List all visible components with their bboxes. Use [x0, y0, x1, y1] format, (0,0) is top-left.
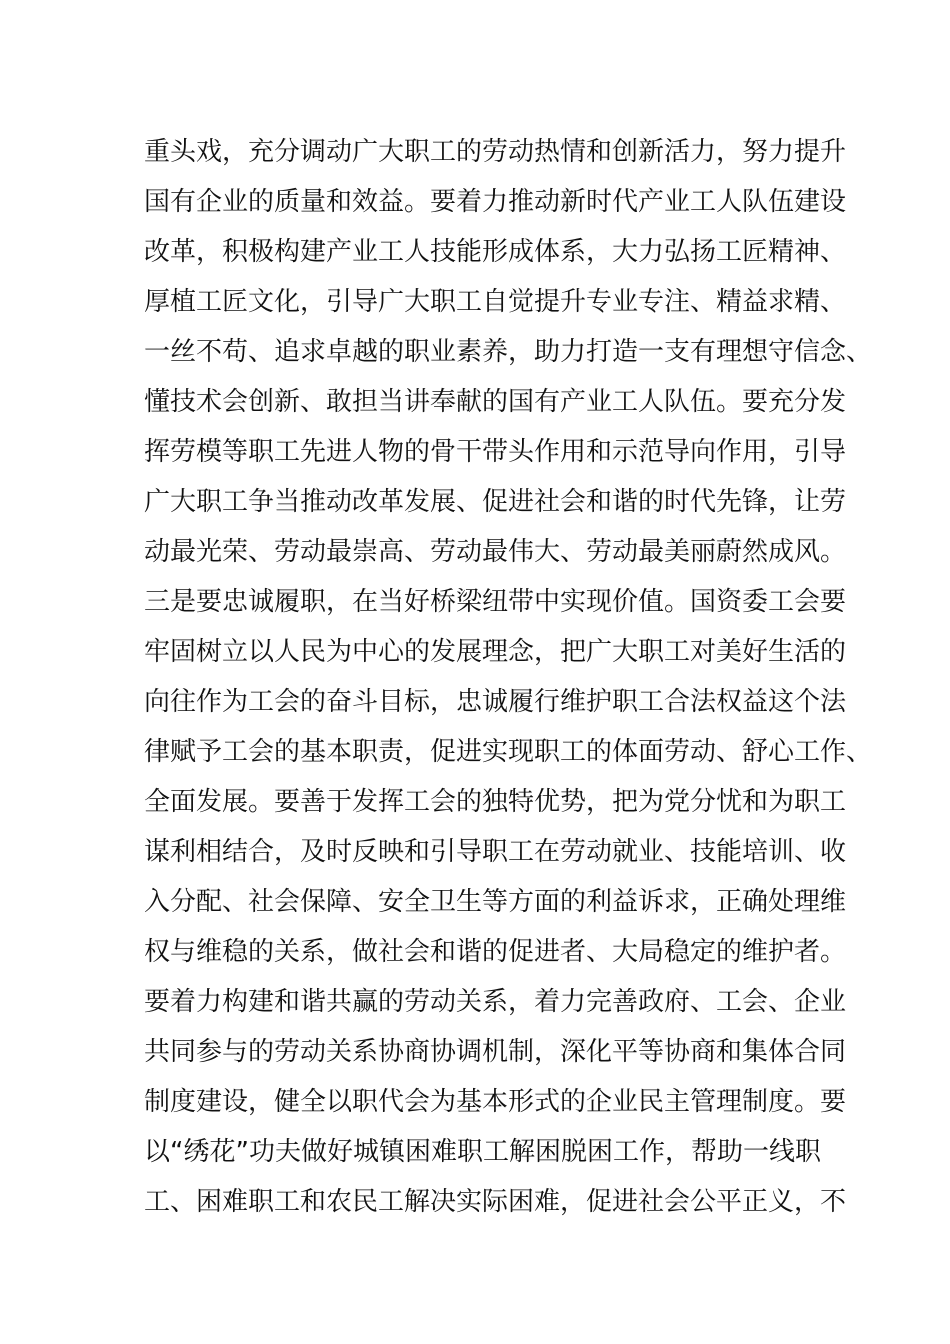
text-line: 工、困难职工和农民工解决实际困难，促进社会公平正义，不: [144, 1187, 847, 1217]
text-line: 以“绣花”功夫做好城镇困难职工解困脱困工作，帮助一线职: [144, 1137, 821, 1167]
text-line: 国有企业的质量和效益。要着力推动新时代产业工人队伍建设: [144, 187, 847, 217]
text-line: 动最光荣、劳动最崇高、劳动最伟大、劳动最美丽蔚然成风。: [144, 537, 847, 567]
text-line: 厚植工匠文化，引导广大职工自觉提升专业专注、精益求精、: [144, 287, 847, 317]
text-line: 向往作为工会的奋斗目标，忠诚履行维护职工合法权益这个法: [144, 687, 847, 717]
text-line: 懂技术会创新、敢担当讲奉献的国有产业工人队伍。要充分发: [144, 387, 847, 417]
text-line: 全面发展。要善于发挥工会的独特优势，把为党分忧和为职工: [144, 787, 847, 817]
text-line: 改革，积极构建产业工人技能形成体系，大力弘扬工匠精神、: [144, 237, 847, 267]
text-line: 入分配、社会保障、安全卫生等方面的利益诉求，正确处理维: [144, 887, 847, 917]
text-line: 共同参与的劳动关系协商协调机制，深化平等协商和集体合同: [144, 1037, 847, 1067]
text-line: 一丝不苟、追求卓越的职业素养，助力打造一支有理想守信念、: [144, 337, 873, 367]
text-line: 重头戏，充分调动广大职工的劳动热情和创新活力，努力提升: [144, 137, 847, 167]
text-line: 权与维稳的关系，做社会和谐的促进者、大局稳定的维护者。: [144, 937, 847, 967]
text-line: 谋利相结合，及时反映和引导职工在劳动就业、技能培训、收: [144, 837, 847, 867]
body-text: [144, 127, 873, 1227]
text-line: 三是要忠诚履职，在当好桥梁纽带中实现价值。国资委工会要: [144, 587, 847, 617]
text-line: 律赋予工会的基本职责，促进实现职工的体面劳动、舒心工作、: [144, 737, 873, 767]
text-line: 广大职工争当推动改革发展、促进社会和谐的时代先锋，让劳: [144, 487, 847, 517]
text-line: 牢固树立以人民为中心的发展理念，把广大职工对美好生活的: [144, 637, 847, 667]
text-line: 要着力构建和谐共赢的劳动关系，着力完善政府、工会、企业: [144, 987, 847, 1017]
text-line: 制度建设，健全以职代会为基本形式的企业民主管理制度。要: [144, 1087, 847, 1117]
text-line: 挥劳模等职工先进人物的骨干带头作用和示范导向作用，引导: [144, 437, 847, 467]
